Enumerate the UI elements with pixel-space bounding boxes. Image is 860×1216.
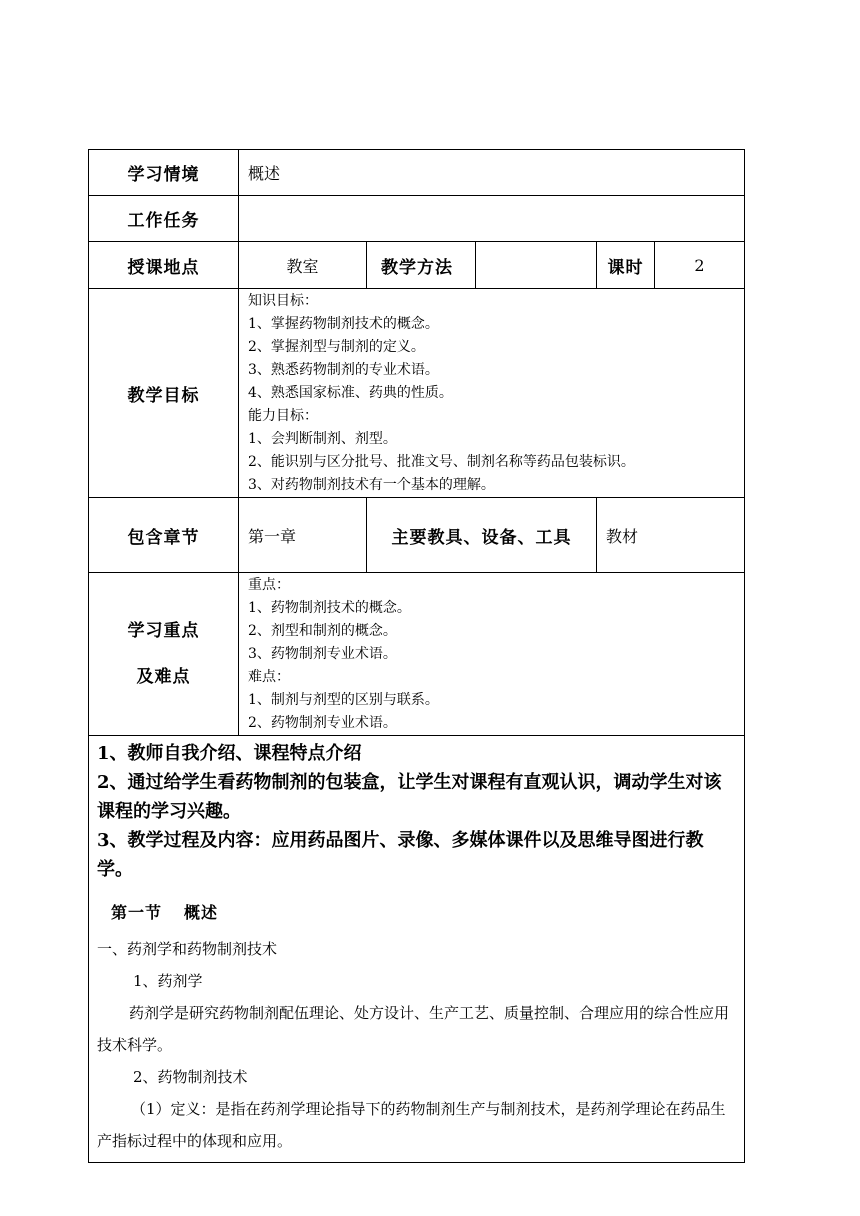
heading-1: 一、药剂学和药物制剂技术: [97, 940, 278, 958]
keypoint-line: 2、剂型和制剂的概念。: [248, 623, 397, 639]
objective-line: 3、对药物制剂技术有一个基本的理解。: [248, 477, 495, 493]
chapter-value: 第一章: [239, 498, 367, 573]
section-title: 概述: [184, 903, 219, 922]
method-label: 教学方法: [367, 242, 476, 289]
lesson-content: [89, 736, 745, 1163]
method-value: [476, 242, 597, 289]
content-point-2: 2、通过给学生看药物制剂的包装盒，让学生对课程有直观认识，调动学生对该课程的学习兴趣。: [97, 772, 722, 822]
situation-value: 概述: [239, 150, 745, 196]
task-row: [89, 196, 745, 242]
objectives-label: 教学目标: [89, 289, 239, 498]
content-row: [89, 736, 745, 1163]
keypoints-row: [89, 573, 745, 736]
objective-line: 能力目标：: [248, 408, 318, 424]
paragraph-1: 药剂学是研究药物制剂配伍理论、处方设计、生产工艺、质量控制、合理应用的综合性应用技术科学。: [97, 1004, 730, 1054]
location-label: 授课地点: [89, 242, 239, 289]
paragraph-2: （1）定义：是指在药剂学理论指导下的药物制剂生产与制剂技术，是药剂学理论在药品生产指标过程中的体现和应用。: [97, 1100, 726, 1150]
objective-line: 1、掌握药物制剂技术的概念。: [248, 316, 439, 332]
location-row: [89, 242, 745, 289]
hours-label: 课时: [597, 242, 655, 289]
tools-value: 教材: [597, 498, 745, 573]
objective-line: 2、掌握剂型与制剂的定义。: [248, 339, 425, 355]
keypoint-line: 1、制剂与剂型的区别与联系。: [248, 692, 439, 708]
sub-heading-2: 2、药物制剂技术: [133, 1068, 248, 1086]
hours-value: 2: [655, 242, 745, 289]
situation-row: [89, 150, 745, 196]
content-point-1: 1、教师自我介绍、课程特点介绍: [97, 743, 362, 764]
objectives-row: [89, 289, 745, 498]
lesson-plan-table: [88, 149, 745, 1163]
keypoint-line: 难点：: [248, 669, 290, 685]
keypoints-label-line1: 学习重点: [127, 621, 200, 641]
objective-line: 2、能识别与区分批号、批准文号、制剂名称等药品包装标识。: [248, 454, 635, 470]
objective-line: 知识目标：: [248, 293, 318, 309]
tools-label: 主要教具、设备、工具: [367, 498, 597, 573]
section-number: 第一节: [111, 903, 163, 922]
objective-line: 4、熟悉国家标准、药典的性质。: [248, 385, 453, 401]
content-point-3: 3、教学过程及内容：应用药品图片、录像、多媒体课件以及思维导图进行教学。: [97, 830, 704, 880]
sub-heading-1: 1、药剂学: [133, 972, 203, 990]
keypoint-line: 重点：: [248, 577, 290, 593]
objective-line: 3、熟悉药物制剂的专业术语。: [248, 362, 439, 378]
keypoint-line: 2、药物制剂专业术语。: [248, 715, 397, 731]
location-value: 教室: [239, 242, 367, 289]
objective-line: 1、会判断制剂、剂型。: [248, 431, 397, 447]
keypoints-label: [89, 573, 239, 736]
task-value: [239, 196, 745, 242]
keypoints-list: [239, 573, 745, 736]
keypoint-line: 1、药物制剂技术的概念。: [248, 600, 411, 616]
section-heading: [111, 900, 738, 923]
keypoint-line: 3、药物制剂专业术语。: [248, 646, 397, 662]
task-label: 工作任务: [89, 196, 239, 242]
chapter-label: 包含章节: [89, 498, 239, 573]
chapter-row: [89, 498, 745, 573]
situation-label: 学习情境: [89, 150, 239, 196]
keypoints-label-line2: 及难点: [136, 667, 191, 687]
objectives-list: [239, 289, 745, 498]
